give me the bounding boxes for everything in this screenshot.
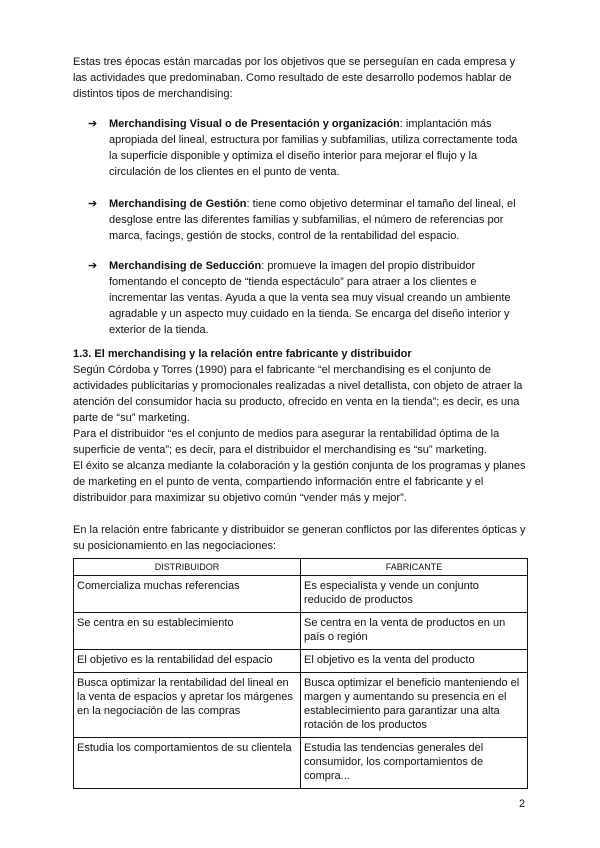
bullet-title: Merchandising Visual o de Presentación y organización: [109, 118, 400, 130]
page-content: [73, 54, 531, 789]
table-row: [74, 613, 528, 650]
bullet-title: Merchandising de Seducción: [109, 260, 262, 272]
intro-paragraph: Estas tres épocas están marcadas por los objetivos que se perseguían en cada empresa y las actividades que predominaban. Como resultado de este desarrollo podemos hablar de distintos tipos de merchandising:: [73, 56, 516, 100]
comparison-table: [73, 558, 528, 789]
paragraph: Según Córdoba y Torres (1990) para el fabricante “el merchandising es el conjunto de actividades publicitarias y promocionales realizadas a nivel detallista, con objeto de atraer la atención del consumidor hacia su producto, ofrecido en venta en la tienda”; es decir, es una parte de “su” marketing.: [73, 364, 523, 424]
table-header-row: [74, 559, 528, 576]
cell: Estudia los comportamientos de su clientela: [74, 738, 301, 789]
cell: Se centra en su establecimiento: [74, 613, 301, 650]
table-row: [74, 650, 528, 673]
right-arrow-icon: ➔: [88, 118, 98, 130]
paragraph: Para el distribuidor “es el conjunto de medios para asegurar la rentabilidad óptima de la superficie de venta”; es decir, para el distribuidor el merchandising es “su” marketing.: [73, 428, 500, 456]
table-intro: En la relación entre fabricante y distribuidor se generan conflictos por las diferentes ópticas y su posicionamiento en las negociaciones:: [73, 524, 526, 552]
section-1-3: [73, 346, 531, 554]
page-number: 2: [519, 798, 526, 810]
table-row: [74, 673, 528, 738]
cell: El objetivo es la venta del producto: [301, 650, 528, 673]
right-arrow-icon: ➔: [88, 260, 98, 272]
table-row: [74, 576, 528, 613]
bullet-item: [88, 258, 528, 338]
cell: Comercializa muchas referencias: [74, 576, 301, 613]
header-fabricante: FABRICANTE: [301, 559, 528, 576]
bullet-text: : promueve la imagen del propio distribuidor fomentando el concepto de “tienda espectáculo” para atraer a los clientes e incrementar las ventas. Ayuda a que la venta sea muy visual creando un ambiente agradable y un aspecto muy cuidado en la tienda. Se encarga del diseño interior y exterior de la tienda.: [109, 260, 511, 336]
cell: Busca optimizar el beneficio manteniendo el margen y aumentando su presencia en el establecimiento para garantizar una alta rotación de los productos: [301, 673, 528, 738]
section-heading: 1.3. El merchandising y la relación entre fabricante y distribuidor: [73, 348, 412, 360]
cell: Estudia las tendencias generales del consumidor, los comportamientos de compra...: [301, 738, 528, 789]
header-distribuidor: DISTRIBUIDOR: [74, 559, 301, 576]
right-arrow-icon: ➔: [88, 198, 98, 210]
cell: El objetivo es la rentabilidad del espacio: [74, 650, 301, 673]
paragraph: El éxito se alcanza mediante la colaboración y la gestión conjunta de los programas y planes de marketing en el punto de venta, compartiendo información entre el fabricante y el distribuidor para maximizar su objetivo común “vender más y mejor”.: [73, 460, 526, 504]
cell: Se centra en la venta de productos en un país o región: [301, 613, 528, 650]
bullet-text: : implantación más apropiada del lineal, estructura por familias y subfamilias, utiliza correctamente toda la superficie disponible y optimiza el diseño interior para mejorar el flujo y la circulación de los clientes en el punto de venta.: [109, 118, 518, 178]
bullet-item: [88, 196, 528, 244]
cell: Busca optimizar la rentabilidad del lineal en la venta de espacios y apretar los márgenes en la negociación de las compras: [74, 673, 301, 738]
bullet-text: : tiene como objetivo determinar el tamaño del lineal, el desglose entre las diferentes familias y subfamilias, el número de referencias por marca, facings, gestión de stocks, control de la rentabilidad del espacio.: [109, 198, 516, 242]
bullet-title: Merchandising de Gestión: [109, 198, 247, 210]
cell: Es especialista y vende un conjunto reducido de productos: [301, 576, 528, 613]
bullet-item: [88, 116, 528, 180]
table-row: [74, 738, 528, 789]
